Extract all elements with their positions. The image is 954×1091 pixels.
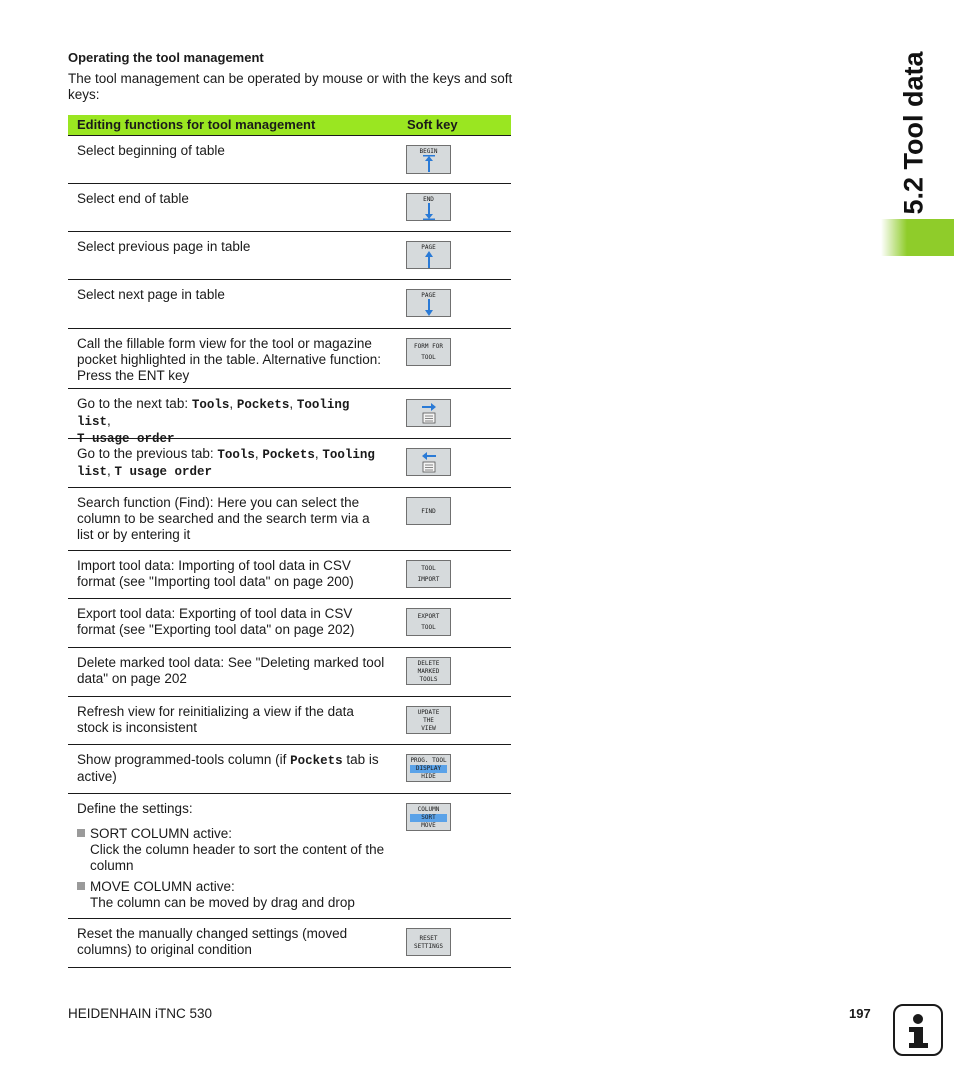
row-description: Select end of table xyxy=(77,191,189,206)
row-description: Go to the next tab: Tools, Pockets, Tooling list, T usage order xyxy=(77,396,350,446)
arrow-up-icon xyxy=(423,155,435,172)
table-row xyxy=(68,697,511,745)
header-softkey: Soft key xyxy=(407,117,458,132)
row-description: Search function (Find): Here you can select the column to be searched and the search term via a list or by entering it xyxy=(77,495,370,542)
next-tab-icon xyxy=(419,403,439,424)
arrow-up-icon xyxy=(424,251,434,268)
softkey-reset-settings[interactable]: RESET SETTINGS xyxy=(406,928,451,956)
softkey-begin[interactable]: BEGIN xyxy=(406,145,451,174)
row-description: Go to the previous tab: Tools, Pockets, Tooling list, T usage order xyxy=(77,446,375,479)
row-description: Reset the manually changed settings (moved columns) to original condition xyxy=(77,926,348,957)
table-header xyxy=(68,115,511,136)
table-row xyxy=(68,184,511,232)
table-row xyxy=(68,439,511,488)
section-heading: Operating the tool management xyxy=(68,50,264,65)
table-row xyxy=(68,488,511,551)
softkey-export-tool[interactable]: EXPORT TOOL xyxy=(406,608,451,636)
table-row xyxy=(68,136,511,184)
bullet-square-icon xyxy=(77,829,85,837)
row-description: Call the fillable form view for the tool or magazine pocket highlighted in the table. Alternative function: Press the ENT key xyxy=(77,336,381,383)
arrow-down-icon xyxy=(423,203,435,220)
table-row xyxy=(68,551,511,599)
row-description: Refresh view for reinitializing a view if the data stock is inconsistent xyxy=(77,704,354,735)
softkey-prog-tool-display[interactable]: PROG. TOOL DISPLAY HIDE xyxy=(406,754,451,782)
table-row xyxy=(68,389,511,446)
softkey-page-up[interactable]: PAGE xyxy=(406,241,451,269)
row-description: Delete marked tool data: See "Deleting marked tool data" on page 202 xyxy=(77,655,385,686)
intro-text: The tool management can be operated by mouse or with the keys and soft keys: xyxy=(68,71,513,102)
page-number: 197 xyxy=(849,1006,871,1021)
softkey-page-down[interactable]: PAGE xyxy=(406,289,451,317)
table-row xyxy=(68,599,511,648)
softkey-update-view[interactable]: UPDATE THE VIEW xyxy=(406,706,451,734)
softkey-tool-import[interactable]: TOOL IMPORT xyxy=(406,560,451,588)
table-row xyxy=(68,745,511,794)
softkey-table xyxy=(68,115,511,968)
row-description: Select beginning of table xyxy=(77,143,225,158)
header-functions: Editing functions for tool management xyxy=(77,117,316,132)
bullet-square-icon xyxy=(77,882,85,890)
softkey-highlight: SORT xyxy=(410,814,447,822)
table-row xyxy=(68,329,511,389)
softkey-column-sort-move[interactable]: COLUMN SORT MOVE xyxy=(406,803,451,831)
row-description: Import tool data: Importing of tool data in CSV format (see "Importing tool data" on page 200) xyxy=(77,558,354,589)
arrow-down-icon xyxy=(424,299,434,316)
previous-tab-icon xyxy=(419,452,439,473)
bullet-item: SORT COLUMN active: Click the column header to sort the content of the column xyxy=(77,826,397,874)
row-description: Select next page in table xyxy=(77,287,225,302)
table-row xyxy=(68,794,511,919)
softkey-highlight: DISPLAY xyxy=(410,765,447,773)
table-row xyxy=(68,919,511,968)
bullet-item: MOVE COLUMN active: The column can be moved by drag and drop xyxy=(77,879,397,911)
table-row xyxy=(68,648,511,697)
row-description: Select previous page in table xyxy=(77,239,251,254)
softkey-form-for-tool[interactable]: FORM FOR TOOL xyxy=(406,338,451,366)
softkey-end[interactable]: END xyxy=(406,193,451,221)
row-description: Define the settings: xyxy=(77,801,193,816)
softkey-previous-tab[interactable] xyxy=(406,448,451,476)
chapter-tab-marker xyxy=(881,219,954,256)
row-description: Export tool data: Exporting of tool data in CSV format (see "Exporting tool data" on page 202) xyxy=(77,606,355,637)
softkey-delete-marked-tools[interactable]: DELETE MARKED TOOLS xyxy=(406,657,451,685)
softkey-find[interactable]: FIND xyxy=(406,497,451,525)
table-row xyxy=(68,280,511,329)
table-row xyxy=(68,232,511,280)
chapter-side-title: 5.2 Tool data xyxy=(898,51,929,215)
row-description: Show programmed-tools column (if Pockets tab is active) xyxy=(77,752,379,784)
softkey-next-tab[interactable] xyxy=(406,399,451,427)
footer-product: HEIDENHAIN iTNC 530 xyxy=(68,1006,213,1021)
info-icon xyxy=(893,1004,943,1056)
